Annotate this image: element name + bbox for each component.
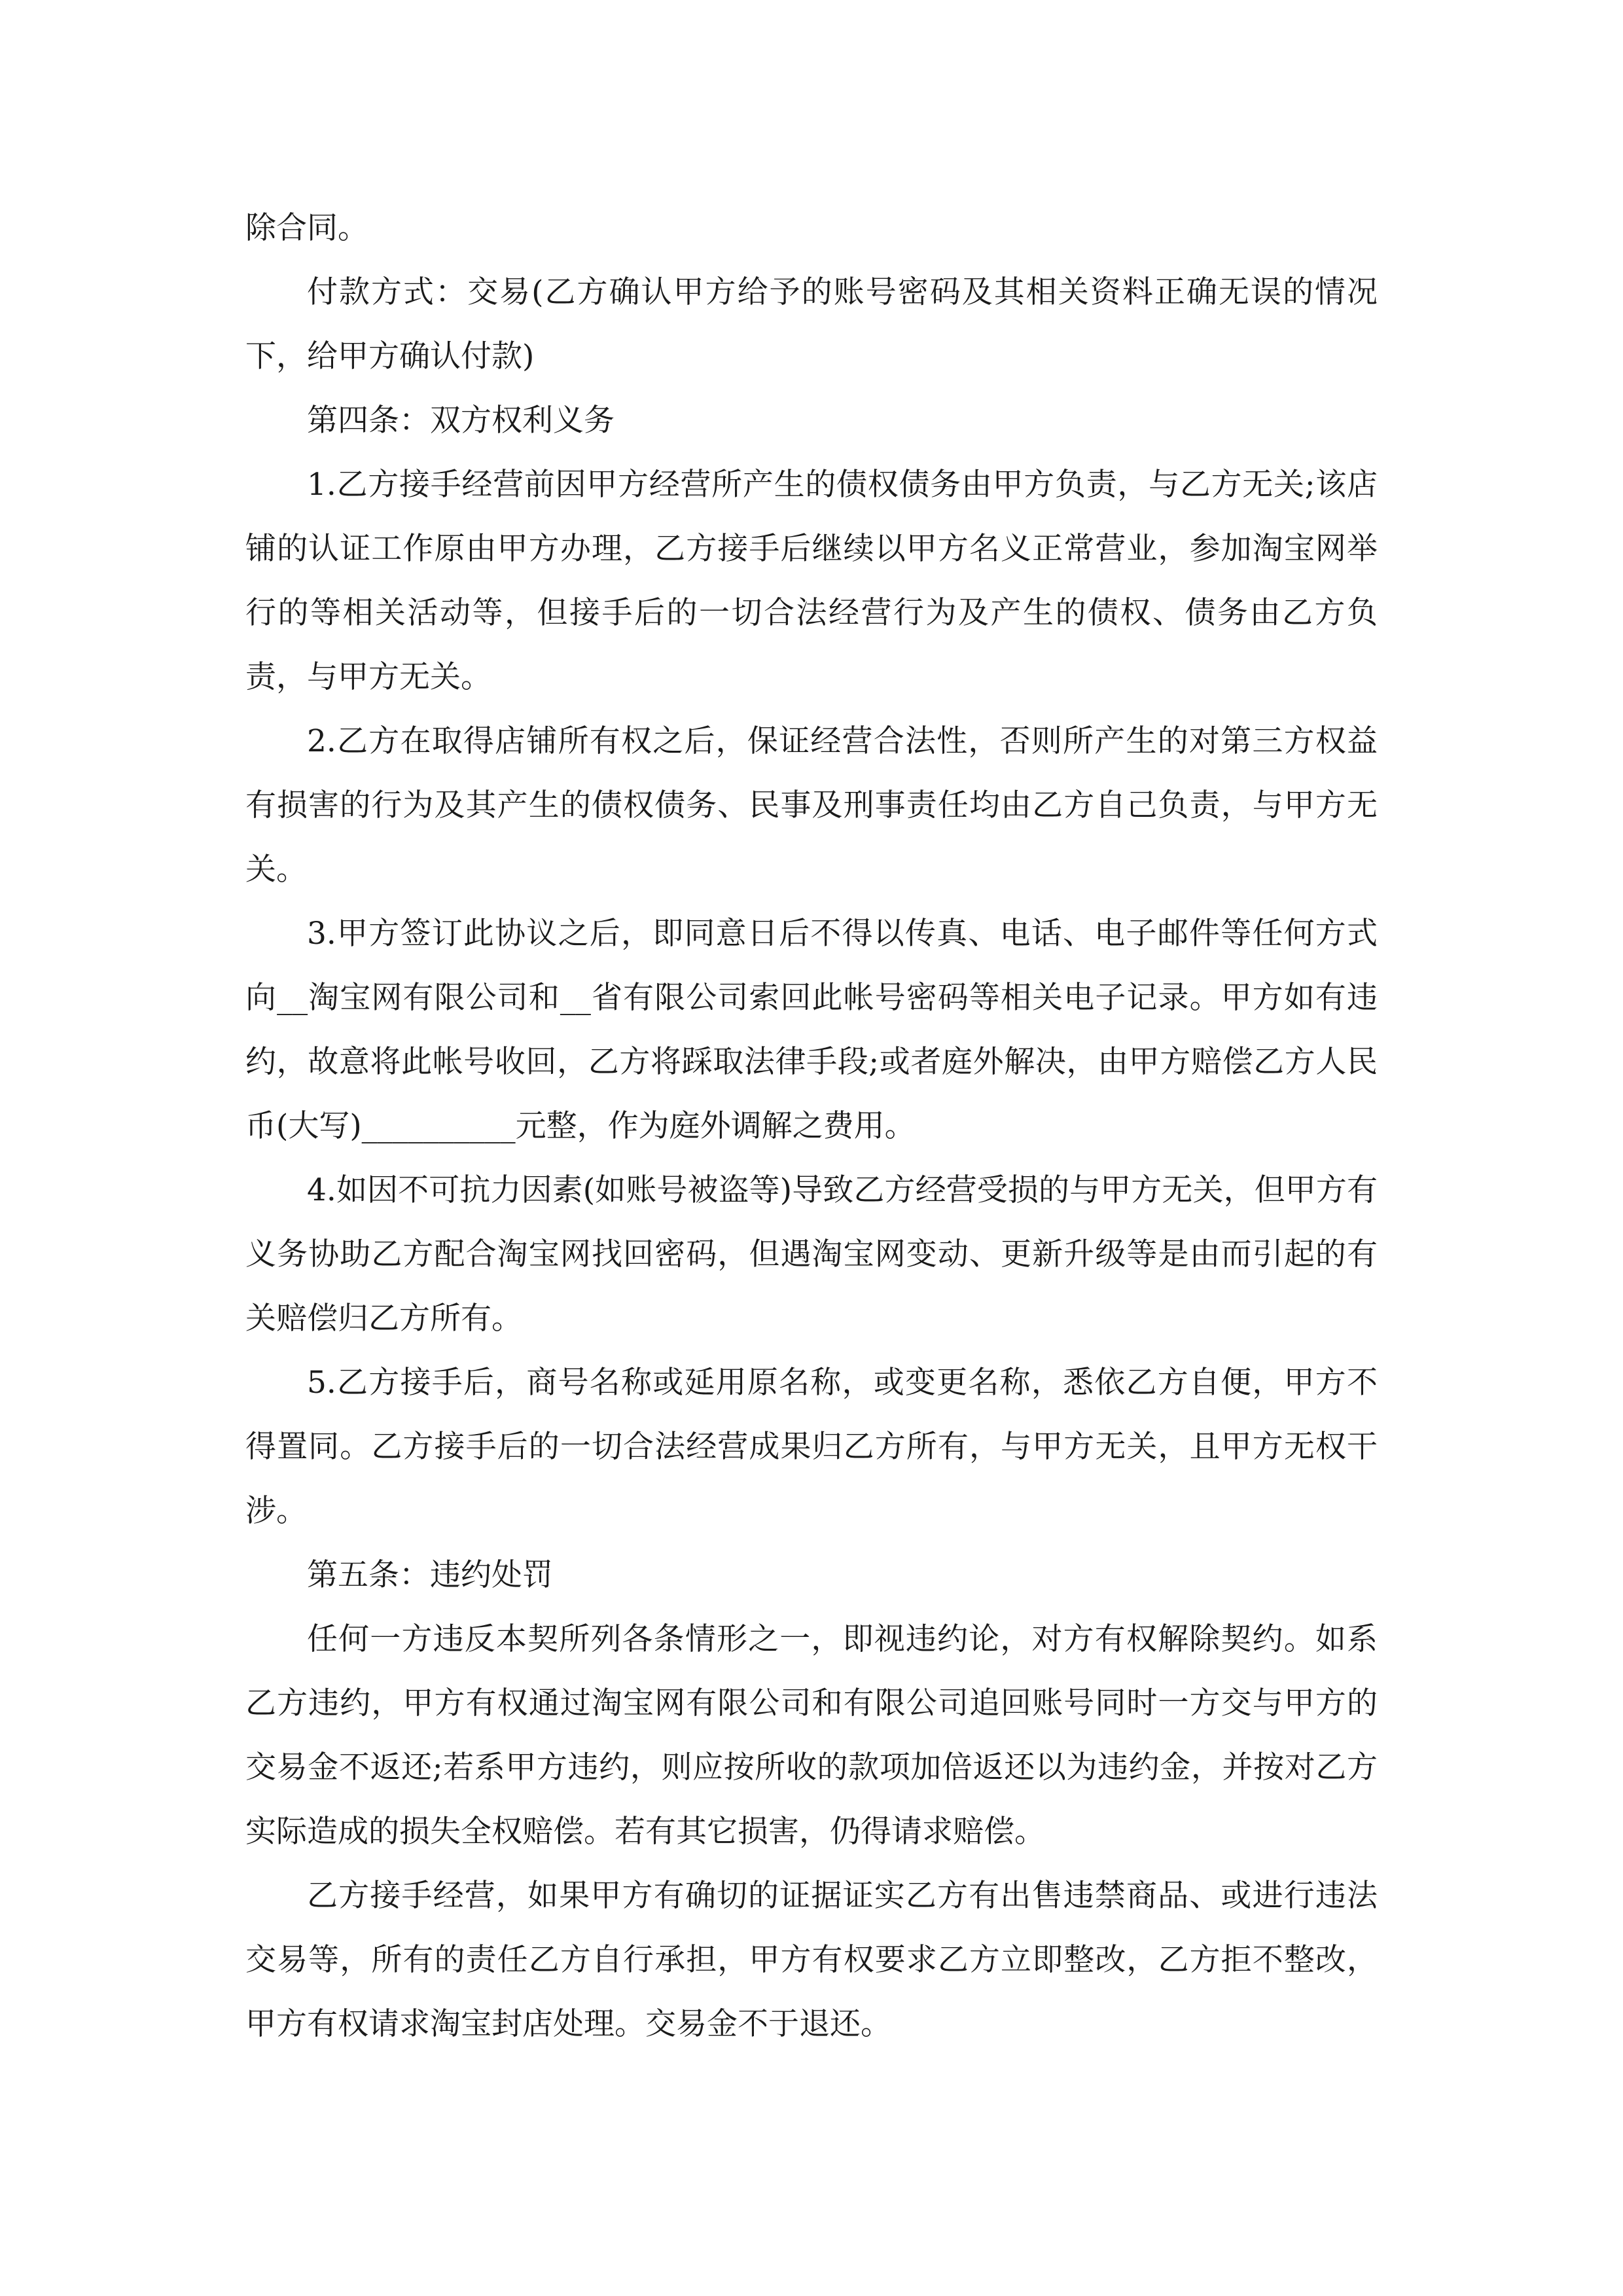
document-body (245, 196, 1378, 2056)
paragraph-clause-3: 3.甲方签订此协议之后，即同意日后不得以传真、电话、电子邮件等任何方式向__淘宝网有限公司和__省有限公司索回此帐号密码等相关电子记录。甲方如有违约，故意将此帐号收回，乙方将踩取法律手段;或者庭外解决，由甲方赔偿乙方人民币(大写)__________元整，作为庭外调解之费用。 (245, 916, 1378, 1144)
paragraph-clause-4: 4.如因不可抗力因素(如账号被盗等)导致乙方经营受损的与甲方无关，但甲方有义务协助乙方配合淘宝网找回密码，但遇淘宝网变动、更新升级等是由而引起的有关赔偿归乙方所有。 (245, 1172, 1378, 1336)
paragraph-payment-method: 付款方式：交易(乙方确认甲方给予的账号密码及其相关资料正确无误的情况下，给甲方确认付款) (245, 274, 1378, 374)
heading-article-5: 第五条：违约处罚 (307, 1557, 553, 1593)
paragraph-illegal-operation: 乙方接手经营，如果甲方有确切的证据证实乙方有出售违禁商品、或进行违法交易等，所有的责任乙方自行承担，甲方有权要求乙方立即整改，乙方拒不整改，甲方有权请求淘宝封店处理。交易金不于退还。 (245, 1878, 1378, 2042)
paragraph-breach-penalty: 任何一方违反本契所列各条情形之一，即视违约论，对方有权解除契约。如系乙方违约，甲方有权通过淘宝网有限公司和有限公司追回账号同时一方交与甲方的交易金不返还;若系甲方违约，则应按所收的款项加倍返还以为违约金，并按对乙方实际造成的损失全权赔偿。若有其它损害，仍得请求赔偿。 (245, 1621, 1378, 1850)
paragraph-clause-5: 5.乙方接手后，商号名称或延用原名称，或变更名称，悉依乙方自便，甲方不得置同。乙方接手后的一切合法经营成果归乙方所有，与甲方无关，且甲方无权干涉。 (245, 1365, 1378, 1529)
heading-article-4: 第四条：双方权利义务 (307, 403, 615, 439)
paragraph-clause-1: 1.乙方接手经营前因甲方经营所产生的债权债务由甲方负责，与乙方无关;该店铺的认证工作原由甲方办理，乙方接手后继续以甲方名义正常营业，参加淘宝网举行的等相关活动等，但接手后的一切合法经营行为及产生的债权、债务由乙方负责，与甲方无关。 (245, 467, 1378, 695)
paragraph-contract-end: 除合同。 (245, 210, 368, 246)
paragraph-clause-2: 2.乙方在取得店铺所有权之后，保证经营合法性，否则所产生的对第三方权益有损害的行为及其产生的债权债务、民事及刑事责任均由乙方自己负责，与甲方无关。 (245, 723, 1378, 888)
